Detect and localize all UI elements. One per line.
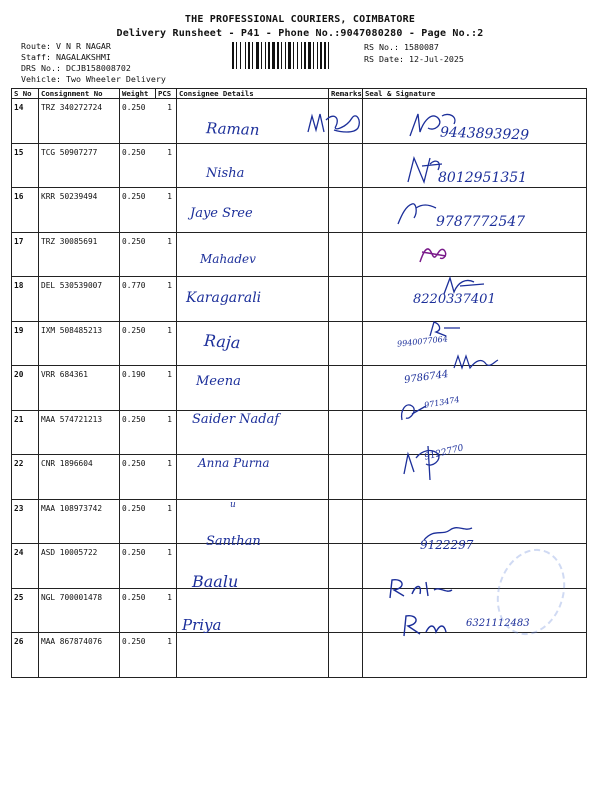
row-pcs: 1 bbox=[167, 370, 172, 379]
barcode-bar bbox=[328, 42, 329, 69]
handwritten-name: Raja bbox=[203, 330, 242, 353]
row-remarks bbox=[329, 499, 363, 544]
row-consignment: ASD 10005722 bbox=[39, 544, 120, 589]
table-row bbox=[12, 277, 587, 322]
row-weight: 0.250 bbox=[122, 192, 146, 201]
row-remarks bbox=[329, 633, 363, 678]
signature-scribble bbox=[404, 108, 464, 142]
row-remarks bbox=[329, 321, 363, 366]
table-row bbox=[12, 232, 587, 277]
handwritten-phone: 8220337401 bbox=[413, 292, 496, 307]
row-pcs: 1 bbox=[167, 503, 172, 513]
row-remarks bbox=[329, 410, 363, 455]
row-sno: 26 bbox=[12, 633, 39, 678]
route-label: Route: V N R NAGAR bbox=[21, 41, 111, 51]
barcode-bar bbox=[281, 42, 282, 69]
signature-scribble bbox=[440, 274, 490, 298]
row-consignment: IXM 508485213 bbox=[39, 321, 120, 366]
row-pcs: 1 bbox=[167, 548, 172, 557]
row-consignment: CNR 1896604 bbox=[39, 455, 120, 500]
col-consignment: Consignment No bbox=[39, 89, 120, 99]
barcode-bar bbox=[308, 42, 311, 69]
row-pcs: 1 bbox=[167, 103, 172, 112]
handwritten-phone: 9940077064 bbox=[396, 334, 449, 349]
handwritten-phone-partial: 6321112483 bbox=[466, 618, 530, 629]
row-sno: 23 bbox=[12, 499, 39, 544]
handwritten-name: Meena bbox=[196, 374, 241, 389]
drs-label: DRS No.: DCJB158008702 bbox=[21, 63, 131, 73]
handwritten-phone: 9786744 bbox=[403, 368, 450, 387]
signature-scribble bbox=[396, 396, 432, 426]
row-pcs: 1 bbox=[167, 325, 172, 335]
barcode bbox=[232, 42, 356, 69]
row-weight: 0.250 bbox=[122, 325, 146, 335]
row-pcs: 1 bbox=[167, 192, 172, 201]
handwritten-name: Saider Nadaf bbox=[192, 412, 280, 427]
row-pcs: 1 bbox=[167, 637, 172, 646]
col-weight: Weight bbox=[120, 89, 156, 99]
row-weight-cell bbox=[120, 321, 177, 366]
row-weight-cell bbox=[120, 277, 177, 322]
row-remarks bbox=[329, 188, 363, 233]
row-weight: 0.770 bbox=[122, 281, 146, 290]
row-weight: 0.250 bbox=[122, 637, 146, 646]
row-pcs: 1 bbox=[167, 147, 172, 157]
col-signature: Seal & Signature bbox=[363, 89, 587, 99]
handwritten-name: u bbox=[230, 500, 236, 510]
signature-scribble bbox=[396, 610, 460, 640]
signature-scribble bbox=[382, 574, 472, 602]
row-weight-cell bbox=[120, 99, 177, 144]
row-weight: 0.250 bbox=[122, 503, 146, 513]
row-consignment: TRZ 340272724 bbox=[39, 99, 120, 144]
row-weight-cell bbox=[120, 588, 177, 633]
table-row bbox=[12, 499, 587, 544]
row-sno: 18 bbox=[12, 277, 39, 322]
table-row bbox=[12, 366, 587, 411]
row-consignee bbox=[177, 143, 329, 188]
row-weight-cell bbox=[120, 410, 177, 455]
row-consignment: MAA 867874076 bbox=[39, 633, 120, 678]
handwritten-phone: 9787772547 bbox=[436, 214, 526, 230]
barcode-bar bbox=[293, 42, 294, 69]
signature-scribble bbox=[398, 440, 448, 484]
handwritten-name: Baalu bbox=[192, 572, 239, 591]
row-pcs: 1 bbox=[167, 236, 172, 246]
barcode-bar bbox=[240, 42, 241, 69]
row-consignee bbox=[177, 633, 329, 678]
row-weight: 0.250 bbox=[122, 147, 146, 157]
barcode-bar bbox=[261, 42, 262, 69]
handwritten-phone: 9122297 bbox=[420, 538, 474, 552]
table-header-row bbox=[12, 89, 587, 99]
table-row bbox=[12, 633, 587, 678]
barcode-bar bbox=[248, 42, 250, 69]
row-sno: 15 bbox=[12, 143, 39, 188]
row-signature bbox=[363, 455, 587, 500]
row-weight-cell bbox=[120, 633, 177, 678]
row-remarks bbox=[329, 232, 363, 277]
row-remarks bbox=[329, 366, 363, 411]
row-remarks bbox=[329, 277, 363, 322]
vehicle-label: Vehicle: Two Wheeler Delivery bbox=[21, 74, 166, 84]
barcode-bar bbox=[245, 42, 246, 69]
col-remarks: Remarks bbox=[329, 89, 363, 99]
row-weight-cell bbox=[120, 143, 177, 188]
runsheet-subtitle: Delivery Runsheet - P41 - Phone No.:9047080280 - Page No.:2 bbox=[116, 28, 484, 39]
handwritten-phone: 8012951351 bbox=[438, 170, 528, 186]
row-sno: 21 bbox=[12, 410, 39, 455]
barcode-bar bbox=[285, 42, 286, 69]
barcode-bar bbox=[268, 42, 270, 69]
barcode-bar bbox=[272, 42, 275, 69]
barcode-bar bbox=[265, 42, 266, 69]
row-weight: 0.250 bbox=[122, 236, 146, 246]
table-row bbox=[12, 410, 587, 455]
barcode-bar bbox=[320, 42, 322, 69]
handwritten-phone: 9713474 bbox=[423, 394, 461, 411]
row-sno: 19 bbox=[12, 321, 39, 366]
barcode-bar bbox=[317, 42, 318, 69]
row-pcs: 1 bbox=[167, 281, 172, 290]
row-consignment: MAA 574721213 bbox=[39, 410, 120, 455]
row-sno: 25 bbox=[12, 588, 39, 633]
rs-date: RS Date: 12-Jul-2025 bbox=[364, 54, 464, 64]
col-pcs: PCS bbox=[156, 89, 177, 99]
row-consignment: TRZ 30085691 bbox=[39, 232, 120, 277]
handwritten-name: Karagarali bbox=[186, 290, 262, 306]
handwritten-name: Mahadev bbox=[200, 252, 256, 266]
row-weight-cell bbox=[120, 366, 177, 411]
handwritten-name: Raman bbox=[205, 119, 260, 139]
row-consignment: VRR 684361 bbox=[39, 366, 120, 411]
row-consignee bbox=[177, 321, 329, 366]
col-consignee: Consignee Details bbox=[177, 89, 329, 99]
barcode-bar bbox=[252, 42, 253, 69]
col-sno: S No bbox=[12, 89, 39, 99]
row-remarks bbox=[329, 143, 363, 188]
barcode-bar bbox=[301, 42, 302, 69]
row-weight: 0.250 bbox=[122, 459, 146, 468]
handwritten-phone: 9443893929 bbox=[439, 124, 530, 144]
row-pcs: 1 bbox=[167, 592, 172, 602]
barcode-bar bbox=[256, 42, 259, 69]
row-weight: 0.250 bbox=[122, 414, 146, 424]
row-pcs: 1 bbox=[167, 414, 172, 424]
table-row bbox=[12, 455, 587, 500]
table-row bbox=[12, 321, 587, 366]
barcode-bar bbox=[232, 42, 234, 69]
row-consignment: KRR 50239494 bbox=[39, 188, 120, 233]
row-sno: 14 bbox=[12, 99, 39, 144]
signature-scribble bbox=[416, 240, 452, 266]
barcode-bar bbox=[313, 42, 314, 69]
row-weight: 0.250 bbox=[122, 548, 146, 557]
barcode-bar bbox=[277, 42, 279, 69]
row-remarks bbox=[329, 455, 363, 500]
row-consignment: TCG 50907277 bbox=[39, 143, 120, 188]
row-weight: 0.250 bbox=[122, 103, 146, 112]
row-weight: 0.250 bbox=[122, 592, 146, 602]
handwritten-phone: 9122770 bbox=[423, 443, 465, 463]
barcode-bar bbox=[304, 42, 306, 69]
barcode-bar bbox=[236, 42, 237, 69]
row-sno: 22 bbox=[12, 455, 39, 500]
staff-label: Staff: NAGALAKSHMI bbox=[21, 52, 111, 62]
row-remarks bbox=[329, 544, 363, 589]
row-sno: 24 bbox=[12, 544, 39, 589]
rs-number: RS No.: 1580087 bbox=[364, 42, 439, 52]
handwritten-name: Nisha bbox=[206, 166, 245, 181]
handwritten-name: Santhan bbox=[206, 534, 261, 549]
company-title: THE PROFESSIONAL COURIERS, COIMBATORE bbox=[184, 14, 416, 25]
row-consignment: DEL 530539007 bbox=[39, 277, 120, 322]
row-weight-cell bbox=[120, 544, 177, 589]
handwritten-name: Jaye Sree bbox=[190, 206, 253, 221]
signature-scribble bbox=[426, 318, 466, 340]
handwritten-name: Anna Purna bbox=[198, 456, 270, 470]
row-signature bbox=[363, 232, 587, 277]
row-sno: 17 bbox=[12, 232, 39, 277]
row-pcs: 1 bbox=[167, 459, 172, 468]
signature-scribble bbox=[420, 522, 476, 546]
signature-scribble-remarks bbox=[300, 108, 370, 140]
row-consignment: MAA 108973742 bbox=[39, 499, 120, 544]
row-remarks bbox=[329, 588, 363, 633]
barcode-bar bbox=[288, 42, 291, 69]
row-weight-cell bbox=[120, 188, 177, 233]
handwritten-name: Priya bbox=[182, 616, 222, 634]
barcode-bar bbox=[297, 42, 298, 69]
signature-scribble bbox=[450, 352, 500, 372]
row-sno: 20 bbox=[12, 366, 39, 411]
signature-scribble bbox=[392, 196, 442, 230]
row-weight-cell bbox=[120, 499, 177, 544]
row-weight: 0.190 bbox=[122, 370, 146, 379]
signature-scribble bbox=[402, 152, 446, 188]
row-weight-cell bbox=[120, 455, 177, 500]
row-weight-cell bbox=[120, 232, 177, 277]
barcode-bar bbox=[324, 42, 326, 69]
row-consignment: NGL 700001478 bbox=[39, 588, 120, 633]
row-sno: 16 bbox=[12, 188, 39, 233]
